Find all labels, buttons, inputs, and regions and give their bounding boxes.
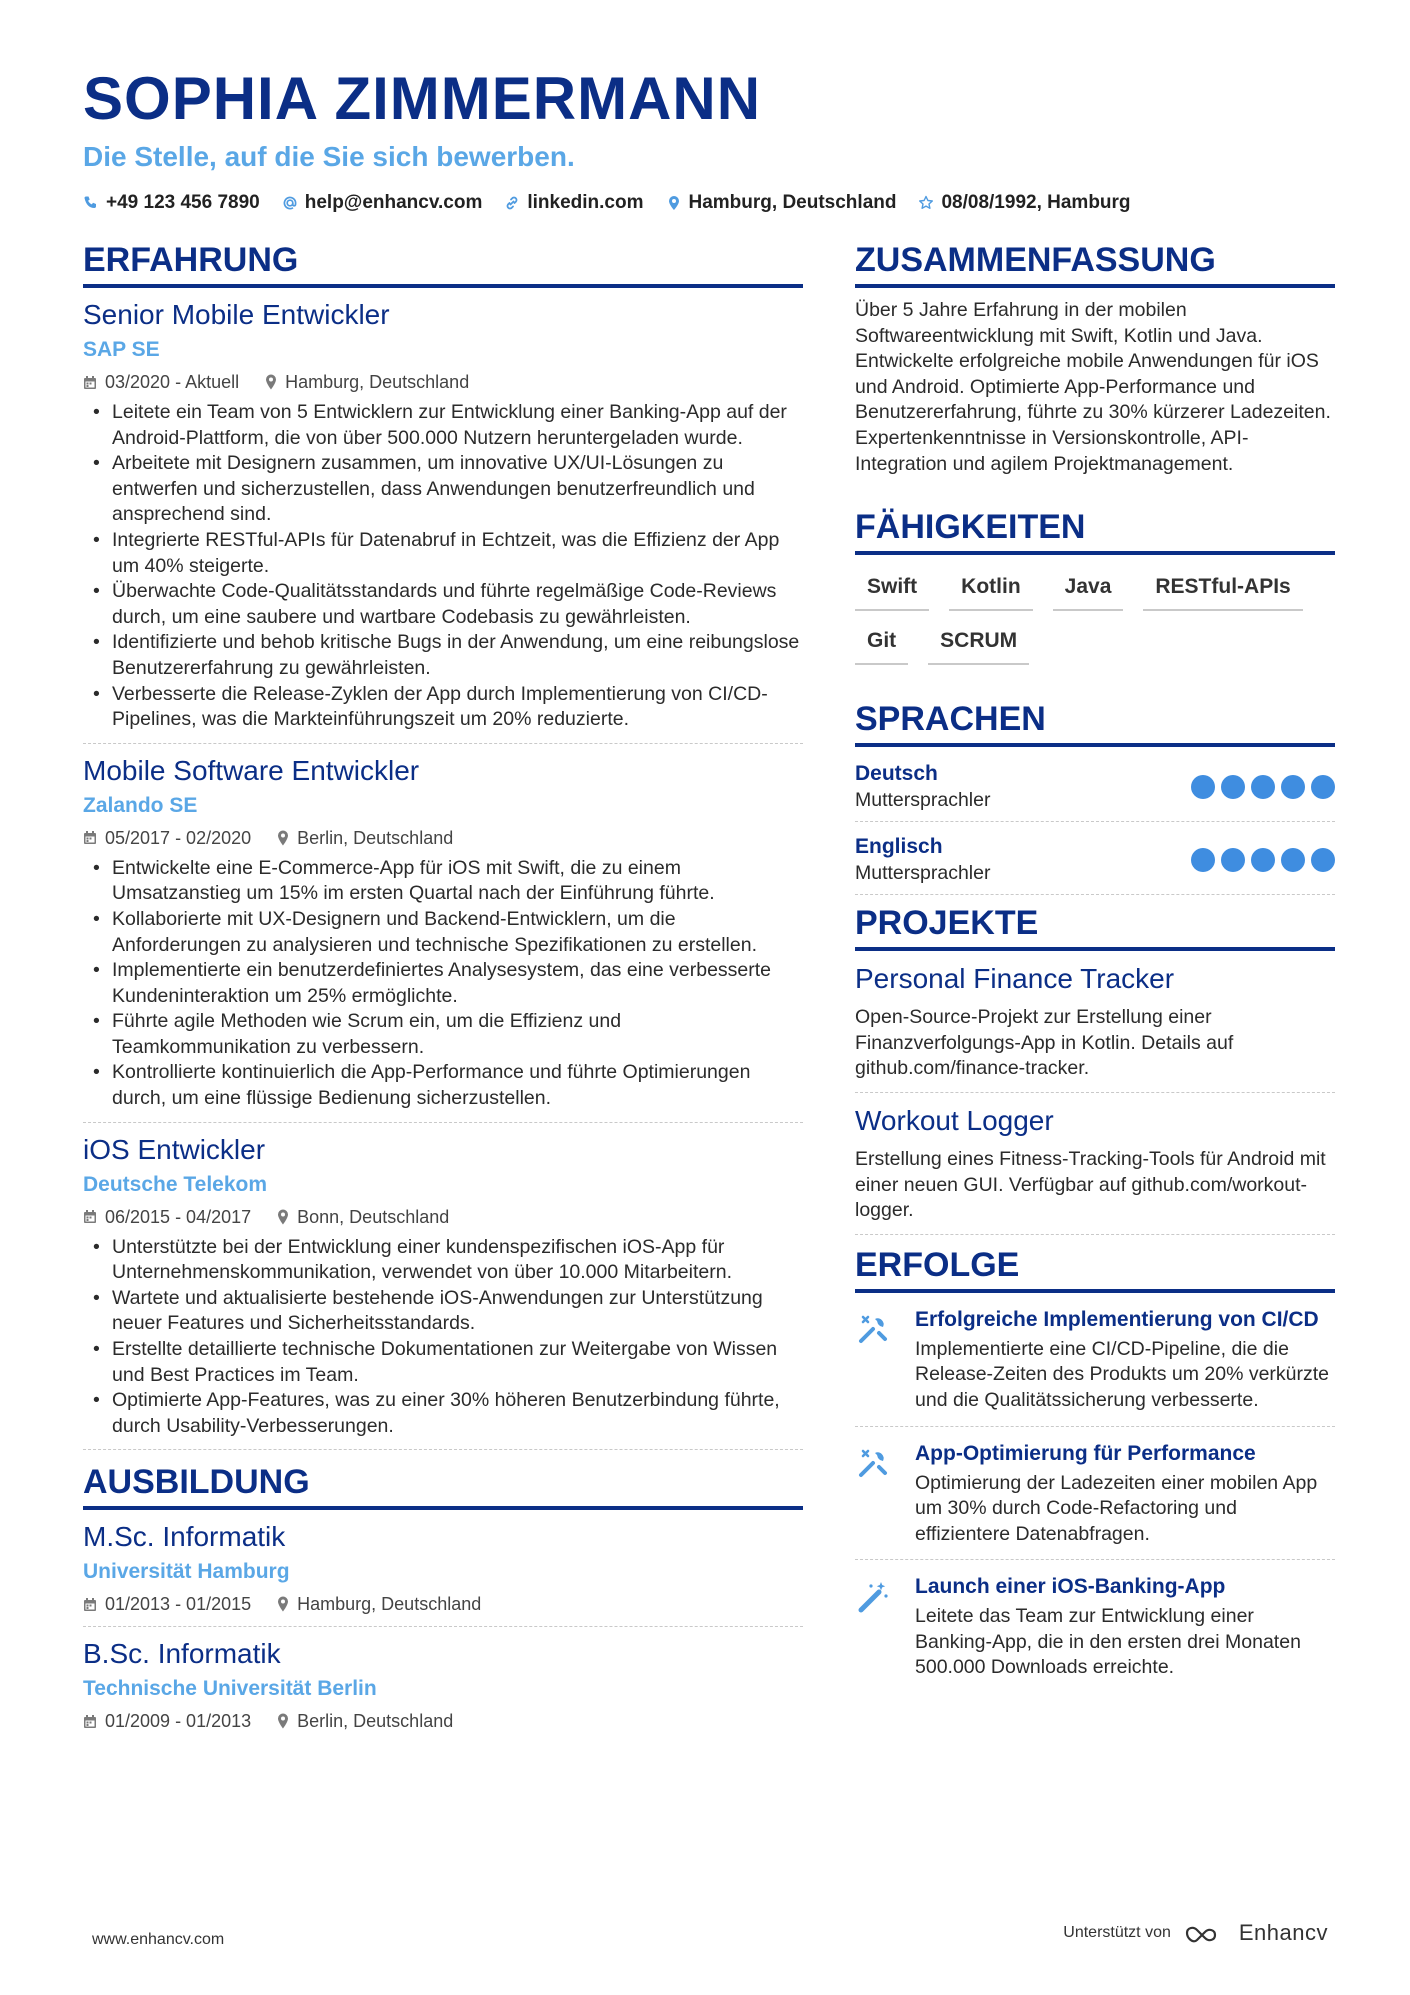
- contact-email[interactable]: [282, 192, 483, 214]
- projects-heading: PROJEKTE: [855, 903, 1335, 951]
- contact-location: [666, 192, 897, 214]
- bullet: • Implementierte ein benutzerdefiniertes Analysesystem, das eine verbesserte Kundeninteraktion um 25% ermöglichte.: [83, 958, 803, 1009]
- rating-dot: [1191, 775, 1215, 799]
- education-dates: [83, 1709, 251, 1733]
- project-description: Erstellung eines Fitness-Tracking-Tools für Android mit einer neuen GUI. Verfügbar auf github.com/workout-logger.: [855, 1147, 1326, 1222]
- language-rating: [1191, 848, 1335, 872]
- job-bullets: [83, 856, 803, 1112]
- language-level: Muttersprachler: [855, 862, 991, 885]
- map-pin-icon: [277, 1209, 289, 1225]
- job-entry: [83, 1133, 803, 1451]
- degree-title: B.Sc. Informatik: [83, 1638, 281, 1670]
- languages-heading: SPRACHEN: [855, 699, 1335, 747]
- education-location: [277, 1709, 453, 1733]
- rating-dot: [1251, 775, 1275, 799]
- contact-bar: [83, 192, 1333, 214]
- calendar-icon: [83, 1209, 97, 1224]
- skill-tag: Java: [1053, 571, 1124, 611]
- skill-tag: RESTful-APIs: [1143, 571, 1302, 611]
- project-entry: [855, 1103, 1335, 1235]
- education-location-text: Hamburg, Deutschland: [297, 1594, 482, 1615]
- project-title: Workout Logger: [855, 1104, 1054, 1136]
- calendar-icon: [83, 375, 97, 390]
- birth-text: 08/08/1992, Hamburg: [941, 192, 1131, 213]
- job-meta: [83, 370, 803, 394]
- rating-dot: [1311, 775, 1335, 799]
- language-name: Englisch: [855, 835, 943, 859]
- bullet: • Erstellte detaillierte technische Dokumentationen zur Weitergabe von Wissen und Best Practices im Team.: [83, 1337, 803, 1388]
- job-entry: [83, 754, 803, 1123]
- job-meta: [83, 1205, 803, 1229]
- bullet: • Identifizierte und behob kritische Bugs in der Anwendung, um eine reibungslose Benutzererfahrung zu gewährleisten.: [83, 630, 803, 681]
- job-location-text: Hamburg, Deutschland: [285, 372, 470, 392]
- job-entry: [83, 298, 803, 744]
- job-dates: [83, 1205, 251, 1229]
- job-location: [265, 370, 469, 394]
- achievement-entry: [855, 1303, 1335, 1427]
- bullet: • Überwachte Code-Qualitätsstandards und führte regelmäßige Code-Reviews durch, um eine saubere und wartbare Codebasis zu gewährleisten.: [83, 579, 803, 630]
- education-dates-text: 01/2013 - 01/2015: [105, 1594, 252, 1615]
- job-dates-text: 05/2017 - 02/2020: [105, 827, 252, 848]
- education-meta: [83, 1592, 803, 1616]
- rating-dot: [1281, 848, 1305, 872]
- education-heading: AUSBILDUNG: [83, 1462, 803, 1510]
- school-name: Technische Universität Berlin: [83, 1677, 377, 1701]
- degree-title: M.Sc. Informatik: [83, 1521, 286, 1553]
- bullet: • Kollaborierte mit UX-Designern und Backend-Entwicklern, um die Anforderungen zu analysieren und technische Spezifikationen zu erstellen.: [83, 907, 803, 958]
- job-location: [277, 1205, 449, 1229]
- job-title: iOS Entwickler: [83, 1133, 266, 1165]
- project-title: Personal Finance Tracker: [855, 963, 1175, 995]
- school-name: Universität Hamburg: [83, 1560, 290, 1584]
- contact-phone[interactable]: [83, 192, 260, 214]
- link-icon: [504, 195, 520, 211]
- bullet: • Verbesserte die Release-Zyklen der App durch Implementierung von CI/CD-Pipelines, was die Markteinführungszeit um 20% reduzierte.: [83, 682, 803, 733]
- job-dates-text: 06/2015 - 04/2017: [105, 1206, 252, 1227]
- contact-linkedin[interactable]: [504, 192, 643, 214]
- phone-text: +49 123 456 7890: [106, 192, 260, 213]
- calendar-icon: [83, 830, 97, 845]
- job-meta: [83, 826, 803, 850]
- education-meta: [83, 1709, 803, 1733]
- summary-text: Über 5 Jahre Erfahrung in der mobilen Softwareentwicklung mit Swift, Kotlin und Java. Entwickelte erfolgreiche mobile Anwendungen für iOS und Android. Optimierte App-Performance und Benutzererfahrung, führte zu 30% kürzerer Ladezeiten. Expertenkenntnisse in Versionskontrolle, API-Integration und agilem Projektmanagement.: [855, 299, 1331, 475]
- rating-dot: [1281, 775, 1305, 799]
- star-icon: [918, 195, 934, 211]
- target-role: Die Stelle, auf die Sie sich bewerben.: [83, 141, 575, 172]
- map-pin-icon: [265, 374, 277, 390]
- bullet: • Leitete ein Team von 5 Entwicklern zur Entwicklung einer Banking-App auf der Android-Plattform, die von über 500.000 Nutzern heruntergeladen wurde.: [83, 400, 803, 451]
- rating-dot: [1311, 848, 1335, 872]
- brand-name: Enhancv: [1238, 1920, 1328, 1945]
- skill-tag: Git: [855, 625, 908, 665]
- achievement-description: Leitete das Team zur Entwicklung einer Banking-App, die in den ersten drei Monaten 500.000 Downloads erreichte.: [915, 1605, 1301, 1679]
- bullet: • Entwickelte eine E-Commerce-App für iOS mit Swift, die zu einem Umsatzanstieg um 15% im ersten Quartal nach der Einführung führte.: [83, 856, 803, 907]
- language-rating: [1191, 775, 1335, 799]
- calendar-icon: [83, 1597, 97, 1612]
- tools-icon: [855, 1311, 891, 1347]
- at-icon: [282, 195, 298, 211]
- powered-by-label: Unterstützt von: [1063, 1924, 1171, 1941]
- summary-heading: ZUSAMMENFASSUNG: [855, 240, 1335, 288]
- achievement-entry: [855, 1437, 1335, 1561]
- job-bullets: [83, 1235, 803, 1440]
- bullet: • Integrierte RESTful-APIs für Datenabruf in Echtzeit, was die Effizienz der App um 40% steigerte.: [83, 528, 803, 579]
- left-column: [83, 240, 803, 1753]
- bullet: • Wartete und aktualisierte bestehende iOS-Anwendungen zur Unterstützung neuer Features und Sicherheitsstandards.: [83, 1286, 803, 1337]
- education-entry: [83, 1520, 803, 1627]
- experience-heading: ERFAHRUNG: [83, 240, 803, 288]
- company-name: SAP SE: [83, 338, 160, 361]
- map-pin-icon: [666, 195, 682, 211]
- right-column: [855, 240, 1335, 1703]
- job-dates: [83, 370, 239, 394]
- bullet: • Optimierte App-Features, was zu einer 30% höheren Benutzerbindung führte, durch Usability-Verbesserungen.: [83, 1388, 803, 1439]
- map-pin-icon: [277, 830, 289, 846]
- education-entry: [83, 1637, 803, 1743]
- job-dates-text: 03/2020 - Aktuell: [105, 372, 240, 392]
- tools-icon: [855, 1445, 891, 1481]
- education-dates-text: 01/2009 - 01/2013: [105, 1711, 252, 1732]
- education-location: [277, 1592, 481, 1616]
- achievements-heading: ERFOLGE: [855, 1245, 1335, 1293]
- job-title: Senior Mobile Entwickler: [83, 299, 390, 330]
- language-entry: [855, 757, 1335, 822]
- achievement-title: Launch einer iOS-Banking-App: [915, 1575, 1226, 1599]
- rating-dot: [1251, 848, 1275, 872]
- skill-tag: SCRUM: [928, 625, 1029, 665]
- magic-wand-icon: [855, 1578, 891, 1614]
- bullet: • Unterstützte bei der Entwicklung einer kundenspezifischen iOS-App für Unternehmenskommunikation, verwendet von über 10.000 Mitarbeitern.: [83, 1235, 803, 1286]
- location-text: Hamburg, Deutschland: [688, 192, 897, 213]
- job-title: Mobile Software Entwickler: [83, 754, 420, 786]
- project-description: Open-Source-Projekt zur Erstellung einer Finanzverfolgungs-App in Kotlin. Details auf github.com/finance-tracker.: [855, 1006, 1234, 1080]
- job-location: [277, 826, 453, 850]
- company-name: Zalando SE: [83, 793, 198, 817]
- phone-icon: [83, 195, 99, 211]
- language-level: Muttersprachler: [855, 789, 991, 812]
- company-name: Deutsche Telekom: [83, 1172, 268, 1196]
- skills-heading: FÄHIGKEITEN: [855, 507, 1335, 555]
- job-location-text: Berlin, Deutschland: [297, 827, 454, 848]
- language-entry: [855, 830, 1335, 895]
- bullet: • Führte agile Methoden wie Scrum ein, um die Effizienz und Teamkommunikation zu verbessern.: [83, 1009, 803, 1060]
- resume-header: [83, 64, 1333, 214]
- language-name: Deutsch: [855, 762, 938, 786]
- skill-tag: Swift: [855, 571, 929, 611]
- skill-tag: Kotlin: [949, 571, 1032, 611]
- education-location-text: Berlin, Deutschland: [297, 1711, 454, 1732]
- contact-birth: [918, 192, 1130, 214]
- rating-dot: [1221, 848, 1245, 872]
- map-pin-icon: [277, 1713, 289, 1729]
- calendar-icon: [83, 1714, 97, 1729]
- achievement-title: Erfolgreiche Implementierung von CI/CD: [915, 1307, 1319, 1331]
- education-dates: [83, 1592, 251, 1616]
- enhancv-logo-icon: [1183, 1921, 1227, 1945]
- rating-dot: [1221, 775, 1245, 799]
- skills-list: [855, 565, 1335, 665]
- job-dates: [83, 826, 251, 850]
- achievement-description: Optimierung der Ladezeiten einer mobilen App um 30% durch Code-Refactoring und effizientere Datenabfragen.: [915, 1471, 1318, 1545]
- map-pin-icon: [277, 1596, 289, 1612]
- rating-dot: [1191, 848, 1215, 872]
- achievement-title: App-Optimierung für Performance: [915, 1441, 1256, 1465]
- footer-powered-by: [1063, 1920, 1328, 1946]
- job-bullets: [83, 400, 803, 733]
- linkedin-text: linkedin.com: [527, 192, 644, 213]
- email-text: help@enhancv.com: [304, 192, 483, 213]
- achievement-entry: [855, 1570, 1335, 1693]
- project-entry: [855, 961, 1335, 1093]
- achievement-description: Implementierte eine CI/CD-Pipeline, die die Release-Zeiten des Produkts um 20% verkürzte und die Qualitätssicherung verbesserte.: [915, 1337, 1330, 1411]
- bullet: • Arbeitete mit Designern zusammen, um innovative UX/UI-Lösungen zu entwerfen und sicherzustellen, dass Anwendungen benutzerfreundlich und ansprechend sind.: [83, 451, 803, 528]
- job-location-text: Bonn, Deutschland: [297, 1206, 450, 1227]
- candidate-name: SOPHIA ZIMMERMANN: [83, 65, 762, 132]
- bullet: • Kontrollierte kontinuierlich die App-Performance und führte Optimierungen durch, um eine flüssige Bedienung sicherzustellen.: [83, 1060, 803, 1111]
- footer-website[interactable]: www.enhancv.com: [92, 1931, 225, 1948]
